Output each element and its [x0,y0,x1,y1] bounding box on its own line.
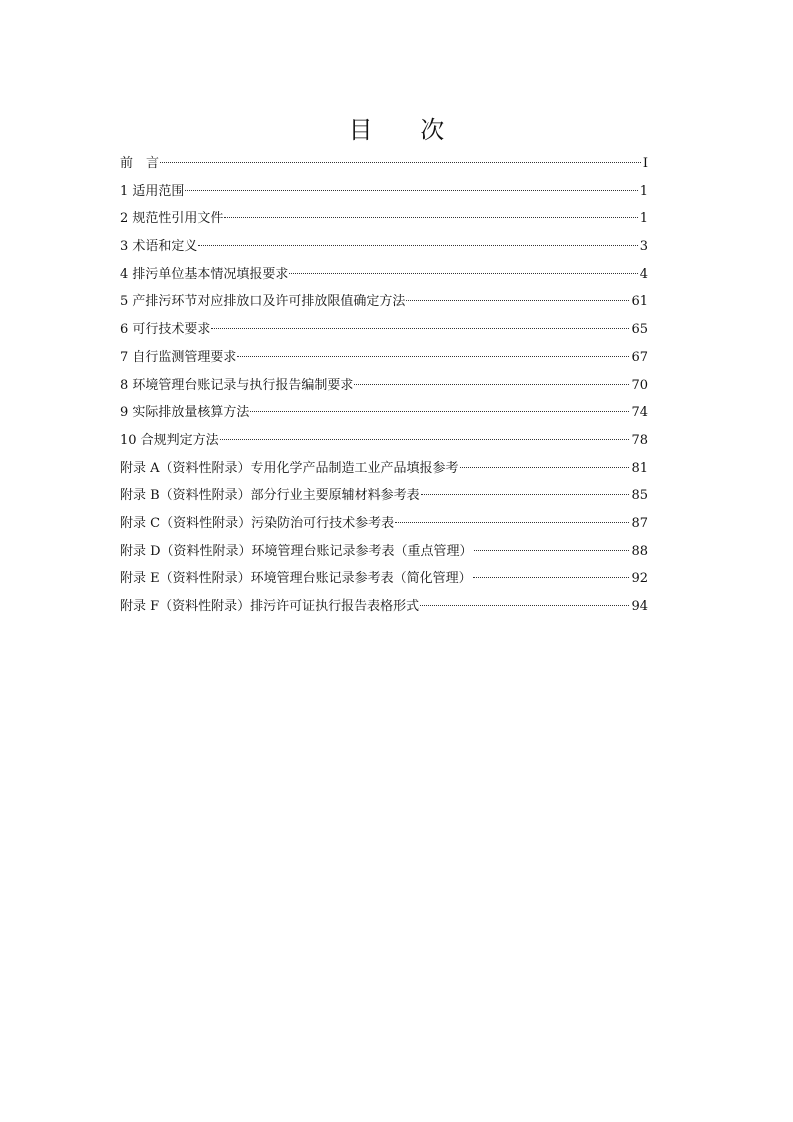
toc-entry-label: 附录 F（资料性附录）排污许可证执行报告表格形式 [120,599,420,614]
toc-entry-page: I [642,156,648,171]
toc-entry-label: 附录 A（资料性附录）专用化学产品制造工业产品填报参考 [120,460,459,476]
toc-entry-page: 4 [639,266,648,282]
toc-entry-4[interactable] [120,261,648,289]
toc-entry-label: 附录 D（资料性附录）环境管理台账记录参考表（重点管理） [120,543,473,559]
toc-entry-page: 1 [639,183,648,199]
toc-entry-page: 94 [631,599,648,614]
toc-leader-dots [160,162,641,163]
table-of-contents [120,150,648,621]
toc-entry-appendix-b[interactable] [120,482,648,510]
toc-entry-label: 1 适用范围 [120,183,185,199]
toc-entry-appendix-a[interactable] [120,455,648,483]
toc-leader-dots [185,190,637,191]
toc-entry-2[interactable] [120,205,648,233]
toc-leader-dots [198,245,637,246]
toc-entry-9[interactable] [120,399,648,427]
toc-leader-dots [406,300,629,301]
toc-entry-label: 4 排污单位基本情况填报要求 [120,266,289,282]
toc-entry-page: 3 [639,239,648,255]
page-title: 目 次 [348,116,465,144]
toc-entry-page: 61 [631,294,648,310]
toc-leader-dots [421,494,630,495]
toc-entry-appendix-c[interactable] [120,510,648,538]
toc-entry-label: 2 规范性引用文件 [120,211,224,227]
toc-entry-label: 5 产排污环节对应排放口及许可排放限值确定方法 [120,294,406,310]
toc-entry-1[interactable] [120,178,648,206]
toc-leader-dots [395,522,629,523]
toc-entry-7[interactable] [120,344,648,372]
toc-entry-appendix-e[interactable] [120,565,648,593]
toc-entry-label: 6 可行技术要求 [120,322,211,338]
toc-entry-label: 10 合规判定方法 [120,432,219,448]
toc-entry-page: 81 [631,460,648,476]
toc-leader-dots [474,550,630,551]
toc-entry-8[interactable] [120,372,648,400]
toc-entry-6[interactable] [120,316,648,344]
toc-entry-page: 87 [631,515,648,531]
toc-entry-appendix-f[interactable] [120,593,648,621]
toc-entry-page: 70 [631,377,648,393]
toc-leader-dots [473,577,630,578]
toc-entry-foreword[interactable] [120,150,648,178]
toc-entry-label: 8 环境管理台账记录与执行报告编制要求 [120,377,354,393]
toc-entry-page: 92 [631,571,648,587]
toc-leader-dots [220,439,630,440]
toc-leader-dots [237,356,629,357]
toc-entry-5[interactable] [120,288,648,316]
toc-leader-dots [224,217,637,218]
toc-entry-page: 88 [631,543,648,559]
toc-leader-dots [289,273,637,274]
toc-leader-dots [460,467,630,468]
toc-entry-page: 1 [639,211,648,227]
toc-leader-dots [250,411,629,412]
toc-entry-label: 附录 E（资料性附录）环境管理台账记录参考表（简化管理） [120,571,472,587]
toc-entry-label: 9 实际排放量核算方法 [120,405,250,421]
toc-entry-10[interactable] [120,427,648,455]
toc-entry-label: 附录 C（资料性附录）污染防治可行技术参考表 [120,515,395,531]
toc-entry-label: 前 言 [120,156,160,171]
toc-leader-dots [420,605,629,606]
toc-entry-page: 85 [631,488,648,504]
toc-leader-dots [354,384,629,385]
toc-entry-appendix-d[interactable] [120,538,648,566]
toc-entry-page: 78 [631,432,648,448]
toc-entry-label: 附录 B（资料性附录）部分行业主要原辅材料参考表 [120,488,420,504]
toc-entry-page: 65 [631,322,648,338]
toc-entry-label: 3 术语和定义 [120,239,198,255]
toc-entry-3[interactable] [120,233,648,261]
toc-entry-page: 74 [631,405,648,421]
toc-entry-label: 7 自行监测管理要求 [120,349,237,365]
toc-entry-page: 67 [631,349,648,365]
toc-leader-dots [211,328,629,329]
